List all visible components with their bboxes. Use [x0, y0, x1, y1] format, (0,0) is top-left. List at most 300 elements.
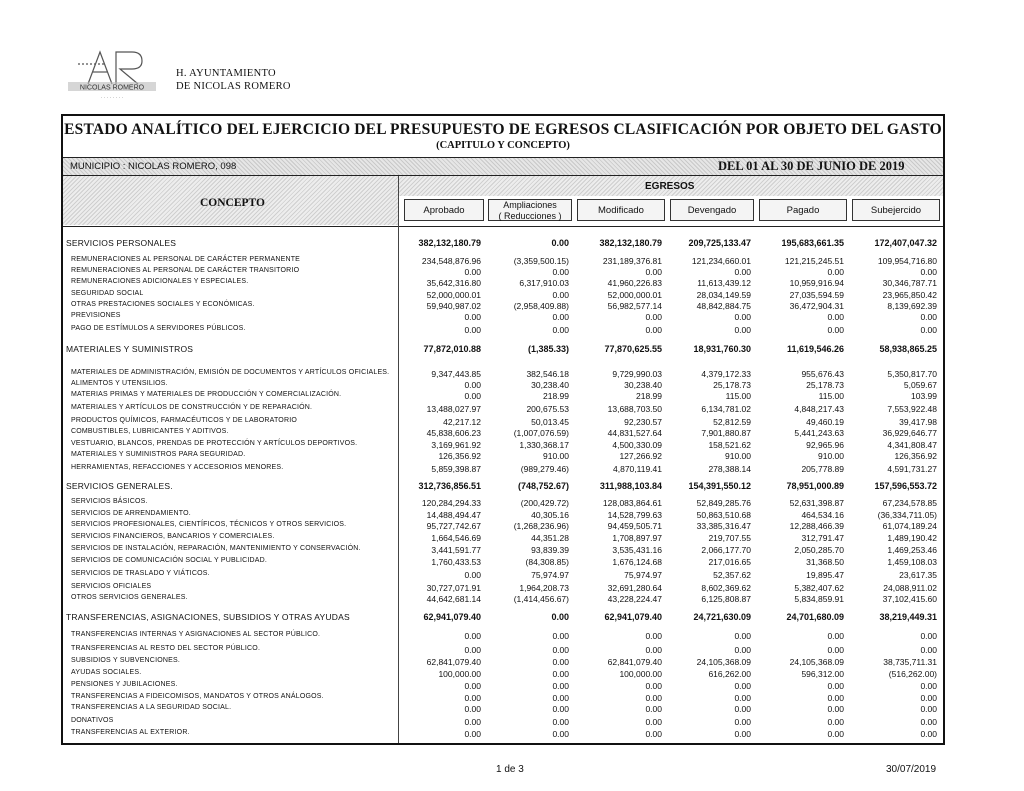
cell-pagado: 0.00	[827, 681, 844, 691]
cell-devengado: 0.00	[734, 729, 751, 739]
table-row	[63, 380, 943, 390]
table-row	[63, 557, 943, 567]
cell-ampliaciones: 1,330,368.17	[519, 440, 569, 450]
cell-ampliaciones: (989,279.46)	[520, 464, 569, 474]
cell-subejercido: 1,489,190.42	[887, 533, 937, 543]
cell-devengado: 11,613,439.12	[697, 278, 751, 288]
cell-subejercido: 0.00	[920, 267, 937, 277]
cell-pagado: 955,676.43	[801, 369, 844, 379]
cell-subejercido: 61,074,189.24	[882, 521, 937, 531]
table-row	[63, 428, 943, 438]
cell-ampliaciones: 0.00	[552, 312, 569, 322]
cell-aprobado: 14,488,494.47	[426, 510, 481, 520]
cell-ampliaciones: 910.00	[543, 451, 569, 461]
cell-devengado: 6,134,781.02	[701, 404, 751, 414]
table-row	[63, 681, 943, 691]
table-row	[63, 267, 943, 277]
logo-text: NICOLAS ROMERO	[79, 84, 145, 92]
cell-devengado: 209,725,133.47	[688, 238, 751, 248]
table-row	[63, 440, 943, 450]
cell-pagado: 0.00	[827, 645, 844, 655]
cell-ampliaciones: 0.00	[552, 657, 569, 667]
cell-pagado: 11,619,546.26	[786, 344, 844, 354]
chapter-row	[63, 344, 943, 354]
cell-ampliaciones: 0.00	[552, 645, 569, 655]
cell-aprobado: 0.00	[464, 325, 481, 335]
svg-text:· · · · · · · ·: · · · · · · · ·	[100, 95, 124, 101]
cell-subejercido: 0.00	[920, 631, 937, 641]
cell-subejercido: 38,735,711.31	[883, 657, 937, 667]
cell-pagado: 0.00	[827, 729, 844, 739]
cell-subejercido: 0.00	[920, 704, 937, 714]
cell-ampliaciones: 200,675.53	[526, 404, 569, 414]
cell-pagado: 12,288,466.39	[789, 521, 844, 531]
cell-aprobado: 0.00	[464, 717, 481, 727]
cell-modificado: 0.00	[645, 267, 662, 277]
cell-modificado: 100,000.00	[619, 669, 662, 679]
cell-devengado: 28,034,149.59	[696, 290, 751, 300]
chapter-row	[63, 481, 943, 491]
cell-ampliaciones: 0.00	[552, 729, 569, 739]
cell-pagado: 52,631,398.87	[789, 498, 844, 508]
cell-aprobado: 126,356.92	[438, 451, 481, 461]
header-divider	[63, 226, 943, 227]
cell-ampliaciones: (1,414,456.67)	[513, 594, 569, 604]
cell-subejercido: 23,617.35	[899, 570, 937, 580]
row-label: SERVICIOS BÁSICOS.	[71, 498, 148, 505]
row-label: REMUNERACIONES AL PERSONAL DE CARÁCTER TRANSITORIO	[71, 267, 300, 274]
cell-pagado: 27,035,594.59	[789, 290, 844, 300]
cell-pagado: 19,895.47	[806, 570, 844, 580]
cell-modificado: 0.00	[645, 704, 662, 714]
cell-devengado: 6,125,808.87	[701, 594, 751, 604]
cell-devengado: 121,234,660.01	[691, 256, 751, 266]
cell-modificado: 127,266.92	[619, 451, 662, 461]
row-label: SERVICIOS GENERALES.	[66, 481, 173, 491]
cell-modificado: 0.00	[645, 312, 662, 322]
cell-aprobado: 62,941,079.40	[423, 612, 481, 622]
cell-aprobado: 52,000,000.01	[426, 290, 481, 300]
cell-aprobado: 30,727,071.91	[426, 583, 481, 593]
row-label: SEGURIDAD SOCIAL	[71, 290, 144, 297]
cell-subejercido: 0.00	[920, 325, 937, 335]
row-label: SUBSIDIOS Y SUBVENCIONES.	[71, 657, 180, 664]
cell-modificado: 382,132,180.79	[599, 238, 662, 248]
cell-subejercido: 172,407,047.32	[874, 238, 937, 248]
cell-pagado: 24,105,368.09	[789, 657, 844, 667]
cell-modificado: 1,708,897.97	[612, 533, 662, 543]
cell-aprobado: 0.00	[464, 729, 481, 739]
cell-ampliaciones: 0.00	[552, 717, 569, 727]
row-label: TRANSFERENCIAS AL EXTERIOR.	[71, 729, 190, 736]
cell-subejercido: 157,596,553.72	[874, 481, 937, 491]
cell-subejercido: 30,346,787.71	[882, 278, 937, 288]
cell-pagado: 0.00	[827, 312, 844, 322]
egresos-header: EGRESOS	[645, 181, 695, 192]
cell-pagado: 5,382,407.62	[794, 583, 844, 593]
cell-devengado: 158,521.62	[708, 440, 751, 450]
cell-ampliaciones: 0.00	[551, 238, 569, 248]
row-label: MATERIALES Y SUMINISTROS PARA SEGURIDAD.	[71, 451, 246, 458]
cell-aprobado: 45,838,606.23	[426, 428, 481, 438]
table-row	[63, 498, 943, 508]
cell-ampliaciones: 30,238.40	[531, 380, 569, 390]
org-line-2: DE NICOLAS ROMERO	[176, 81, 291, 92]
cell-devengado: 616,262.00	[708, 669, 751, 679]
row-label: TRANSFERENCIAS AL RESTO DEL SECTOR PÚBLICO.	[71, 645, 261, 652]
cell-aprobado: 62,841,079.40	[426, 657, 481, 667]
cell-modificado: 4,870,119.41	[613, 464, 662, 474]
cell-subejercido: 8,139,692.39	[887, 301, 937, 311]
cell-modificado: 0.00	[645, 681, 662, 691]
row-label: PAGO DE ESTÍMULOS A SERVIDORES PÚBLICOS.	[71, 325, 246, 332]
cell-ampliaciones: 0.00	[552, 325, 569, 335]
cell-aprobado: 5,859,398.87	[431, 464, 481, 474]
row-label: PRODUCTOS QUÍMICOS, FARMACÉUTICOS Y DE LABORATORIO	[71, 417, 297, 424]
cell-ampliaciones: (748,752.67)	[517, 481, 569, 491]
cell-aprobado: 0.00	[464, 312, 481, 322]
cell-aprobado: 1,664,546.69	[431, 533, 481, 543]
table-row	[63, 669, 943, 679]
cell-pagado: 0.00	[827, 267, 844, 277]
cell-subejercido: 4,591,731.27	[887, 464, 937, 474]
cell-subejercido: 5,059.67	[903, 380, 937, 390]
cell-modificado: 62,841,079.40	[607, 657, 662, 667]
cell-modificado: 128,083,864.61	[602, 498, 662, 508]
col-devengado: Devengado	[687, 205, 737, 216]
cell-aprobado: 0.00	[464, 570, 481, 580]
table-row	[63, 256, 943, 266]
chapter-row	[63, 238, 943, 248]
cell-modificado: 311,988,103.84	[599, 481, 662, 491]
cell-ampliaciones: 1,964,208.73	[519, 583, 569, 593]
cell-modificado: 62,941,079.40	[604, 612, 662, 622]
cell-aprobado: 0.00	[464, 391, 481, 401]
row-label: SERVICIOS DE ARRENDAMIENTO.	[71, 510, 191, 517]
table-row	[63, 583, 943, 593]
cell-devengado: 50,863,510.68	[696, 510, 751, 520]
cell-devengado: 7,901,880.87	[701, 428, 751, 438]
table-row	[63, 510, 943, 520]
cell-subejercido: 0.00	[920, 729, 937, 739]
cell-pagado: 78,951,000.89	[786, 481, 844, 491]
cell-aprobado: 0.00	[464, 631, 481, 641]
cell-pagado: 36,472,904.31	[789, 301, 844, 311]
table-row	[63, 657, 943, 667]
cell-pagado: 92,965.96	[806, 440, 844, 450]
cell-subejercido: (36,334,711.05)	[877, 510, 937, 520]
cell-subejercido: 38,219,449.31	[879, 612, 937, 622]
row-label: MATERIALES DE ADMINISTRACIÓN, EMISIÓN DE DOCUMENTOS Y ARTÍCULOS OFICIALES.	[71, 369, 390, 376]
cell-devengado: 48,842,884.75	[696, 301, 751, 311]
cell-aprobado: 312,736,856.51	[418, 481, 481, 491]
row-label: COMBUSTIBLES, LUBRICANTES Y ADITIVOS.	[71, 428, 229, 435]
cell-subejercido: 4,341,808.47	[887, 440, 937, 450]
cell-modificado: 92,230.57	[624, 417, 662, 427]
cell-pagado: 0.00	[827, 717, 844, 727]
cell-devengado: 52,357.62	[713, 570, 751, 580]
row-label: MATERIAS PRIMAS Y MATERIALES DE PRODUCCIÓN Y COMERCIALIZACIÓN.	[71, 391, 342, 398]
row-label: SERVICIOS PERSONALES	[66, 238, 177, 248]
cell-pagado: 464,534.16	[801, 510, 844, 520]
cell-subejercido: 24,088,911.02	[883, 583, 937, 593]
cell-devengado: 24,721,630.09	[693, 612, 751, 622]
cell-devengado: 154,391,550.12	[688, 481, 751, 491]
cell-pagado: 4,848,217.43	[794, 404, 844, 414]
row-label: DONATIVOS	[71, 717, 114, 724]
cell-devengado: 0.00	[734, 645, 751, 655]
row-label: SERVICIOS FINANCIEROS, BANCARIOS Y COMERCIALES.	[71, 533, 275, 540]
cell-devengado: 33,385,316.47	[696, 521, 751, 531]
cell-subejercido: 5,350,817.70	[887, 369, 937, 379]
page-number: 1 de 3	[496, 764, 524, 775]
cell-ampliaciones: 0.00	[552, 631, 569, 641]
cell-devengado: 25,178.73	[713, 380, 751, 390]
cell-devengado: 0.00	[734, 312, 751, 322]
col-ampliaciones-line2: ( Reducciones )	[498, 211, 562, 221]
cell-subejercido: 67,234,578.85	[882, 498, 937, 508]
row-label: SERVICIOS OFICIALES	[71, 583, 152, 590]
cell-pagado: 0.00	[827, 704, 844, 714]
cell-ampliaciones: 50,013.45	[531, 417, 569, 427]
cell-pagado: 910.00	[818, 451, 844, 461]
col-subejercido: Subejercido	[870, 205, 922, 216]
table-row	[63, 404, 943, 414]
cell-subejercido: 0.00	[920, 681, 937, 691]
cell-subejercido: 0.00	[920, 312, 937, 322]
cell-pagado: 5,441,243.63	[794, 428, 844, 438]
cell-devengado: 217,016.65	[708, 557, 751, 567]
row-label: SERVICIOS DE COMUNICACIÓN SOCIAL Y PUBLICIDAD.	[71, 557, 268, 564]
table-row	[63, 594, 943, 604]
municipal-logo	[60, 44, 164, 102]
municipio-label: MUNICIPIO : NICOLAS ROMERO, 098	[70, 161, 237, 172]
table-row	[63, 278, 943, 288]
cell-subejercido: 7,553,922.48	[887, 404, 937, 414]
period-label: DEL 01 AL 30 DE JUNIO DE 2019	[718, 159, 905, 173]
table-row	[63, 704, 943, 714]
cell-subejercido: 126,356.92	[894, 451, 937, 461]
cell-devengado: 0.00	[734, 267, 751, 277]
row-label: AYUDAS SOCIALES.	[71, 669, 142, 676]
col-ampliaciones-line1: Ampliaciones	[503, 200, 557, 210]
cell-pagado: 596,312.00	[801, 669, 844, 679]
row-label: SERVICIOS DE INSTALACIÓN, REPARACIÓN, MANTENIMIENTO Y CONSERVACIÓN.	[71, 545, 361, 552]
cell-pagado: 115.00	[818, 391, 844, 401]
cell-pagado: 2,050,285.70	[794, 545, 844, 555]
table-row	[63, 301, 943, 311]
cell-ampliaciones: 93,839.39	[531, 545, 569, 555]
cell-modificado: 41,960,226.83	[607, 278, 662, 288]
table-row	[63, 290, 943, 300]
cell-ampliaciones: 44,351.28	[531, 533, 569, 543]
row-label: ALIMENTOS Y UTENSILIOS.	[71, 380, 168, 387]
cell-aprobado: 0.00	[464, 693, 481, 703]
table-row	[63, 545, 943, 555]
cell-modificado: 30,238.40	[624, 380, 662, 390]
cell-devengado: 52,849,285.76	[696, 498, 751, 508]
cell-subejercido: 1,469,253.46	[887, 545, 937, 555]
cell-devengado: 52,812.59	[713, 417, 751, 427]
table-row	[63, 717, 943, 727]
table-row	[63, 645, 943, 655]
row-label: REMUNERACIONES AL PERSONAL DE CARÁCTER PERMANENTE	[71, 256, 301, 263]
cell-subejercido: 36,929,646.77	[882, 428, 937, 438]
cell-ampliaciones: 218.99	[543, 391, 569, 401]
cell-ampliaciones: 40,305.16	[531, 510, 569, 520]
cell-modificado: 231,189,376.81	[602, 256, 662, 266]
table-row	[63, 417, 943, 427]
cell-subejercido: 109,954,716.80	[877, 256, 937, 266]
cell-ampliaciones: 0.00	[552, 681, 569, 691]
cell-devengado: 0.00	[734, 325, 751, 335]
cell-modificado: 0.00	[645, 729, 662, 739]
concepto-header: CONCEPTO	[200, 197, 265, 209]
cell-modificado: 0.00	[645, 717, 662, 727]
table-row	[63, 325, 943, 335]
cell-aprobado: 95,727,742.67	[426, 521, 481, 531]
cell-devengado: 0.00	[734, 704, 751, 714]
cell-modificado: 0.00	[645, 325, 662, 335]
cell-pagado: 0.00	[827, 631, 844, 641]
cell-pagado: 49,460.19	[806, 417, 844, 427]
cell-ampliaciones: (2,958,409.88)	[513, 301, 569, 311]
table-row	[63, 693, 943, 703]
row-label: MATERIALES Y SUMINISTROS	[66, 344, 194, 354]
cell-modificado: 0.00	[645, 645, 662, 655]
cell-ampliaciones: (3,359,500.15)	[513, 256, 569, 266]
row-label: HERRAMIENTAS, REFACCIONES Y ACCESORIOS MENORES.	[71, 464, 284, 471]
cell-ampliaciones: 0.00	[552, 693, 569, 703]
cell-aprobado: 382,132,180.79	[418, 238, 481, 248]
cell-ampliaciones: (84,308.85)	[525, 557, 569, 567]
cell-ampliaciones: 0.00	[552, 704, 569, 714]
cell-modificado: 4,500,330.09	[612, 440, 662, 450]
cell-modificado: 32,691,280.64	[607, 583, 662, 593]
cell-devengado: 4,379,172.33	[701, 369, 751, 379]
row-label: TRANSFERENCIAS A FIDEICOMISOS, MANDATOS Y OTROS ANÁLOGOS.	[71, 693, 324, 700]
cell-devengado: 0.00	[734, 717, 751, 727]
cell-devengado: 24,105,368.09	[696, 657, 751, 667]
cell-pagado: 31,368.50	[806, 557, 844, 567]
cell-pagado: 121,215,245.51	[784, 256, 844, 266]
cell-subejercido: 39,417.98	[899, 417, 937, 427]
cell-aprobado: 44,642,681.14	[426, 594, 481, 604]
col-pagado: Pagado	[786, 205, 820, 216]
cell-aprobado: 0.00	[464, 681, 481, 691]
cell-modificado: 44,831,527.64	[607, 428, 662, 438]
cell-aprobado: 77,872,010.88	[423, 344, 481, 354]
cell-aprobado: 3,441,591.77	[431, 545, 481, 555]
table-row	[63, 631, 943, 641]
table-row	[63, 570, 943, 580]
cell-devengado: 8,602,369.62	[701, 583, 751, 593]
cell-subejercido: 23,965,850.42	[882, 290, 937, 300]
cell-pagado: 312,791.47	[801, 533, 844, 543]
col-aprobado: Aprobado	[423, 205, 465, 216]
cell-ampliaciones: 75,974.97	[531, 570, 569, 580]
cell-devengado: 0.00	[734, 631, 751, 641]
cell-devengado: 278,388.14	[708, 464, 751, 474]
row-label: PREVISIONES	[71, 312, 121, 319]
cell-modificado: 14,528,799.63	[607, 510, 662, 520]
row-label: MATERIALES Y ARTÍCULOS DE CONSTRUCCIÓN Y DE REPARACIÓN.	[71, 404, 313, 411]
cell-modificado: 0.00	[645, 631, 662, 641]
cell-modificado: 77,870,625.55	[604, 344, 662, 354]
col-ampliaciones	[488, 200, 572, 222]
cell-modificado: 56,982,577.14	[607, 301, 662, 311]
cell-subejercido: 0.00	[920, 645, 937, 655]
cell-pagado: 195,683,661.35	[781, 238, 844, 248]
table-row	[63, 729, 943, 739]
table-row	[63, 312, 943, 322]
cell-subejercido: 0.00	[920, 717, 937, 727]
cell-devengado: 0.00	[734, 681, 751, 691]
cell-subejercido: 103.99	[911, 391, 937, 401]
cell-ampliaciones: 0.00	[551, 612, 569, 622]
row-label: VESTUARIO, BLANCOS, PRENDAS DE PROTECCIÓN Y ARTÍCULOS DEPORTIVOS.	[71, 440, 358, 447]
row-label: SERVICIOS DE TRASLADO Y VIÁTICOS.	[71, 570, 210, 577]
row-label: REMUNERACIONES ADICIONALES Y ESPECIALES.	[71, 278, 249, 285]
cell-ampliaciones: 6,317,910.03	[519, 278, 569, 288]
row-label: OTRAS PRESTACIONES SOCIALES Y ECONÓMICAS.	[71, 301, 255, 308]
cell-modificado: 9,729,990.03	[612, 369, 662, 379]
cell-pagado: 10,959,916.94	[789, 278, 844, 288]
cell-devengado: 219,707.55	[708, 533, 751, 543]
cell-modificado: 218.99	[636, 391, 662, 401]
cell-ampliaciones: 0.00	[552, 267, 569, 277]
cell-modificado: 0.00	[645, 693, 662, 703]
cell-aprobado: 120,284,294.33	[421, 498, 481, 508]
cell-ampliaciones: 0.00	[552, 290, 569, 300]
cell-pagado: 0.00	[827, 693, 844, 703]
cell-subejercido: 58,938,865.25	[879, 344, 937, 354]
cell-pagado: 205,778.89	[801, 464, 844, 474]
cell-aprobado: 100,000.00	[438, 669, 481, 679]
chapter-row	[63, 612, 943, 622]
cell-devengado: 115.00	[725, 391, 751, 401]
cell-pagado: 5,834,859.91	[794, 594, 844, 604]
cell-aprobado: 1,760,433.53	[431, 557, 481, 567]
report-date: 30/07/2019	[886, 764, 937, 775]
cell-devengado: 0.00	[734, 693, 751, 703]
cell-subejercido: (516,262.00)	[888, 669, 937, 679]
cell-ampliaciones: 0.00	[552, 669, 569, 679]
cell-aprobado: 0.00	[464, 267, 481, 277]
cell-subejercido: 37,102,415.60	[882, 594, 937, 604]
cell-subejercido: 0.00	[920, 693, 937, 703]
table-row	[63, 533, 943, 543]
cell-aprobado: 13,488,027.97	[426, 404, 481, 414]
report-title: ESTADO ANALÍTICO DEL EJERCICIO DEL PRESUPUESTO DE EGRESOS CLASIFICACIÓN POR OBJETO DEL GASTO	[64, 121, 942, 138]
cell-aprobado: 59,940,987.02	[426, 301, 481, 311]
cell-pagado: 25,178.73	[806, 380, 844, 390]
col-modificado: Modificado	[598, 205, 644, 216]
cell-devengado: 18,931,760.30	[693, 344, 751, 354]
cell-modificado: 75,974.97	[624, 570, 662, 580]
table-row	[63, 464, 943, 474]
cell-ampliaciones: 382,546.18	[526, 369, 569, 379]
cell-ampliaciones: (1,385.33)	[527, 344, 569, 354]
cell-aprobado: 0.00	[464, 380, 481, 390]
cell-modificado: 94,459,505.71	[607, 521, 662, 531]
cell-aprobado: 0.00	[464, 645, 481, 655]
row-label: OTROS SERVICIOS GENERALES.	[71, 594, 188, 601]
table-row	[63, 369, 943, 379]
row-label: PENSIONES Y JUBILACIONES.	[71, 681, 178, 688]
cell-aprobado: 42,217.12	[443, 417, 481, 427]
report-subtitle: (CAPITULO Y CONCEPTO)	[436, 140, 570, 151]
